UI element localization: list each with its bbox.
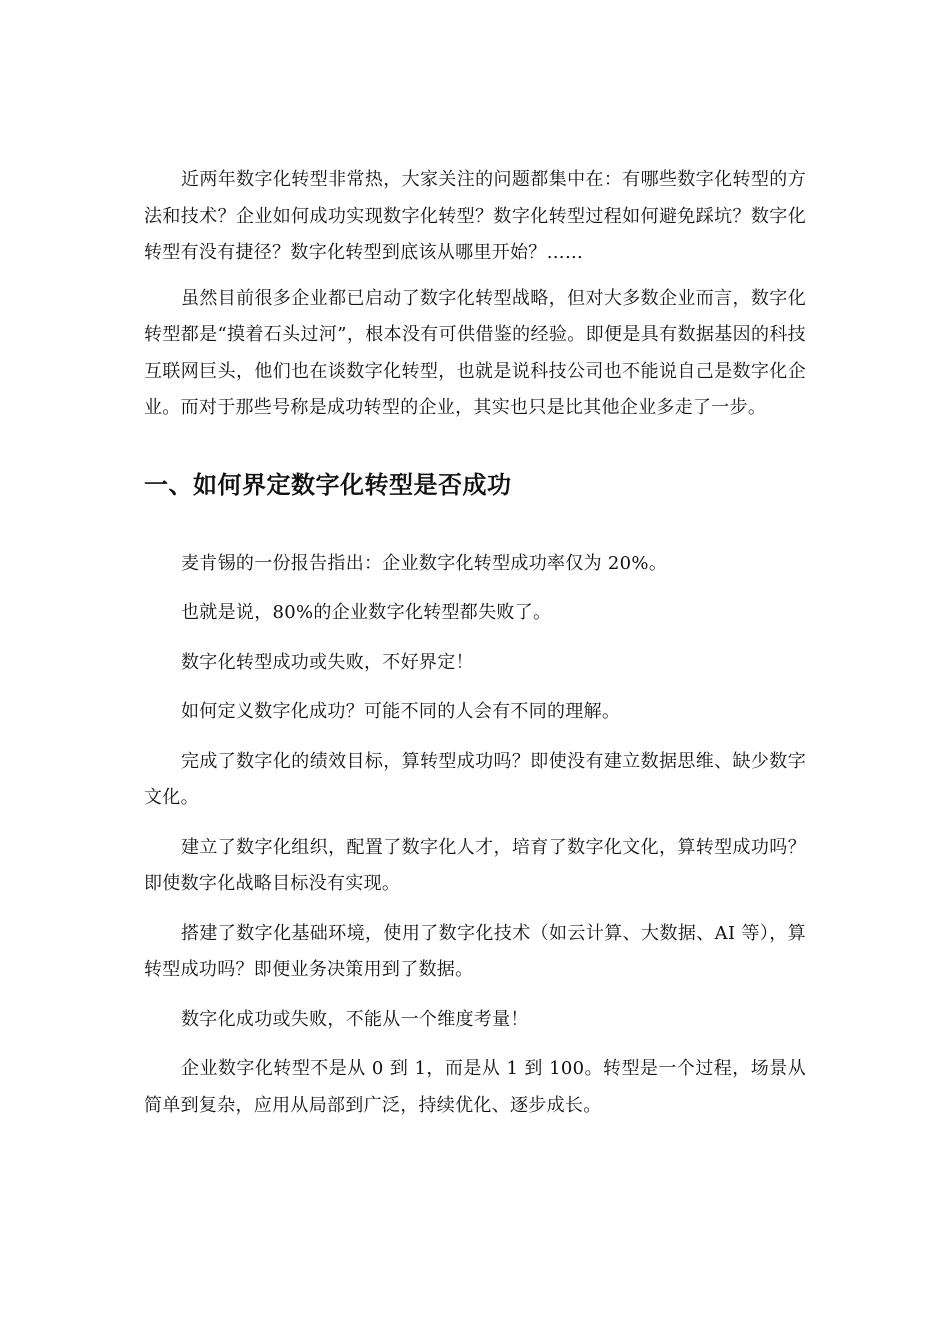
document-body (144, 162, 806, 1137)
intro-paragraph-2: 虽然目前很多企业都已启动了数字化转型战略，但对大多数企业而言，数字化转型都是“摸着石头过河”，根本没有可供借鉴的经验。即便是具有数据基因的科技互联网巨头，他们也在谈数字化转型，也就是说科技公司也不能说自己是数字化企业。而对于那些号称是成功转型的企业，其实也只是比其他企业多走了一步。 (144, 287, 806, 418)
section-paragraph-7: 搭建了数字化基础环境，使用了数字化技术（如云计算、大数据、AI 等），算转型成功吗？即便业务决策用到了数据。 (144, 922, 806, 980)
section-paragraph-4: 如何定义数字化成功？可能不同的人会有不同的理解。 (181, 701, 621, 722)
section-paragraph-6: 建立了数字化组织，配置了数字化人才，培育了数字化文化，算转型成功吗？即使数字化战略目标没有实现。 (144, 836, 806, 894)
section-paragraph-9: 企业数字化转型不是从 0 到 1，而是从 1 到 100。转型是一个过程，场景从简单到复杂，应用从局部到广泛，持续优化、逐步成长。 (144, 1058, 806, 1116)
section-paragraph-1: 麦肯锡的一份报告指出：企业数字化转型成功率仅为 20%。 (181, 552, 668, 574)
intro-paragraph-1: 近两年数字化转型非常热，大家关注的问题都集中在：有哪些数字化转型的方法和技术？企业如何成功实现数字化转型？数字化转型过程如何避免踩坑？数字化转型有没有捷径？数字化转型到底该从哪里开始？…… (144, 169, 806, 263)
section-heading: 一、如何界定数字化转型是否成功 (144, 470, 512, 499)
section-paragraph-5: 完成了数字化的绩效目标，算转型成功吗？即使没有建立数据思维、缺少数字文化。 (144, 750, 806, 808)
section-paragraph-8: 数字化成功或失败，不能从一个维度考量！ (181, 1008, 529, 1030)
section-paragraph-2: 也就是说，80%的企业数字化转型都失败了。 (181, 602, 552, 623)
section-paragraph-3: 数字化转型成功或失败，不好界定！ (181, 651, 474, 673)
